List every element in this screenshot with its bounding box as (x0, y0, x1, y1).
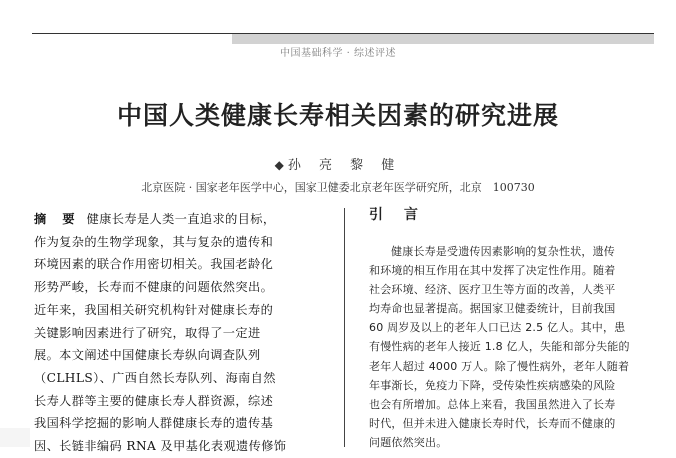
introduction-line: 也会有所增加。总体上来看，我国虽然进入了长寿 (369, 397, 616, 411)
article-title: 中国人类健康长寿相关因素的研究进展 (116, 101, 559, 130)
abstract-line: 作为复杂的生物学现象，其与复杂的遗传和 (34, 234, 274, 249)
introduction-section (369, 204, 659, 452)
column-divider (344, 208, 345, 447)
diamond-icon: ◆ (274, 158, 288, 172)
author-line (0, 154, 676, 173)
abstract-line: 关键影响因素进行了研究，取得了一定进 (34, 325, 261, 340)
abstract-line (34, 208, 324, 231)
abstract-label: 摘 要 (34, 212, 81, 226)
abstract-line: 近年来，我国相关研究机构针对健康长寿的 (34, 302, 274, 317)
introduction-line: 健康长寿是受遗传因素影响的复杂性状，遗传 (391, 245, 615, 258)
abstract-line: 形势严峻，长寿而不健康的问题依然突出。 (34, 280, 274, 295)
abstract-line: （CLHLS）、广西自然长寿队列、海南自然 (34, 370, 276, 385)
introduction-line: 社会环境、经济、医疗卫生等方面的改善，人类平 (369, 283, 616, 297)
abstract-line: 环境因素的联合作用密切相关。我国老龄化 (34, 257, 274, 272)
watermark (0, 428, 30, 447)
authors: 孙 亮 黎 健 (287, 158, 402, 173)
abstract-line: 长寿人群等主要的健康长寿人群资源，综述 (34, 393, 274, 408)
abstract-text: 健康长寿是人类一直追求的目标， (86, 212, 276, 226)
abstract-line: 展。本文阐述中国健康长寿纵向调查队列 (34, 348, 261, 363)
introduction-line: 和环境的相互作用在其中发挥了决定性作用。随着 (369, 264, 616, 278)
abstract-section (34, 208, 324, 458)
introduction-line: 时代，但并未进入健康长寿时代，长寿而不健康的 (369, 416, 616, 430)
running-head: 中国基础科学 · 综述评述 (279, 48, 397, 59)
abstract-line: 因、长链非编码 RNA 及甲基化表观遗传修饰 (34, 439, 287, 454)
introduction-line: 问题依然突出。 (369, 435, 448, 449)
affiliation: 北京医院 · 国家老年医学中心，国家卫健委北京老年医学研究所，北京 100730 (141, 181, 535, 194)
introduction-line: 老年人超过 4000 万人。除了慢性病外，老年人随着 (369, 359, 630, 373)
introduction-line: 60 周岁及以上的老年人口已达 2.5 亿人。其中，患 (369, 321, 626, 335)
introduction-line: 均寿命也显著提高。据国家卫健委统计，目前我国 (369, 302, 616, 316)
introduction-line: 年事渐长，免疫力下降，受传染性疾病感染的风险 (369, 378, 616, 392)
abstract-line: 我国科学挖掘的影响人群健康长寿的遗传基 (34, 416, 274, 431)
introduction-line: 有慢性病的老年人接近 1.8 亿人，失能和部分失能的 (369, 340, 630, 354)
header-band (232, 34, 654, 44)
introduction-heading: 引 言 (369, 207, 426, 223)
